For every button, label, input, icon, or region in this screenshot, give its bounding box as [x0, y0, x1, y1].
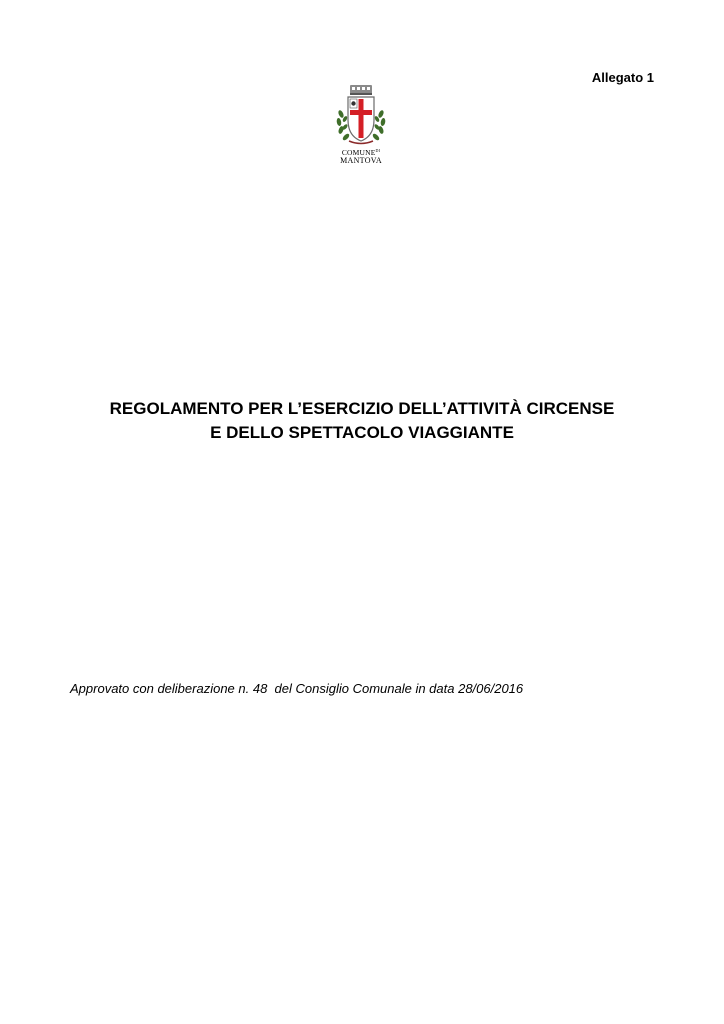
document-title: [40, 397, 684, 445]
municipality-logo: [331, 84, 391, 168]
logo-text-comune: $COMUNE^{DI}$: [341, 148, 381, 157]
title-line-2: E DELLO SPETTACOLO VIAGGIANTE: [210, 423, 514, 442]
coat-of-arms-icon: [331, 84, 391, 148]
approval-note: Approvato con deliberazione n. 48 del Consiglio Comunale in data 28/06/2016: [70, 681, 524, 696]
title-line-1: REGOLAMENTO PER L’ESERCIZIO DELL’ATTIVITÀ CIRCENSE: [109, 399, 615, 418]
attachment-label: Allegato 1: [591, 70, 654, 85]
logo-text-mantova: MANTOVA: [340, 156, 382, 165]
